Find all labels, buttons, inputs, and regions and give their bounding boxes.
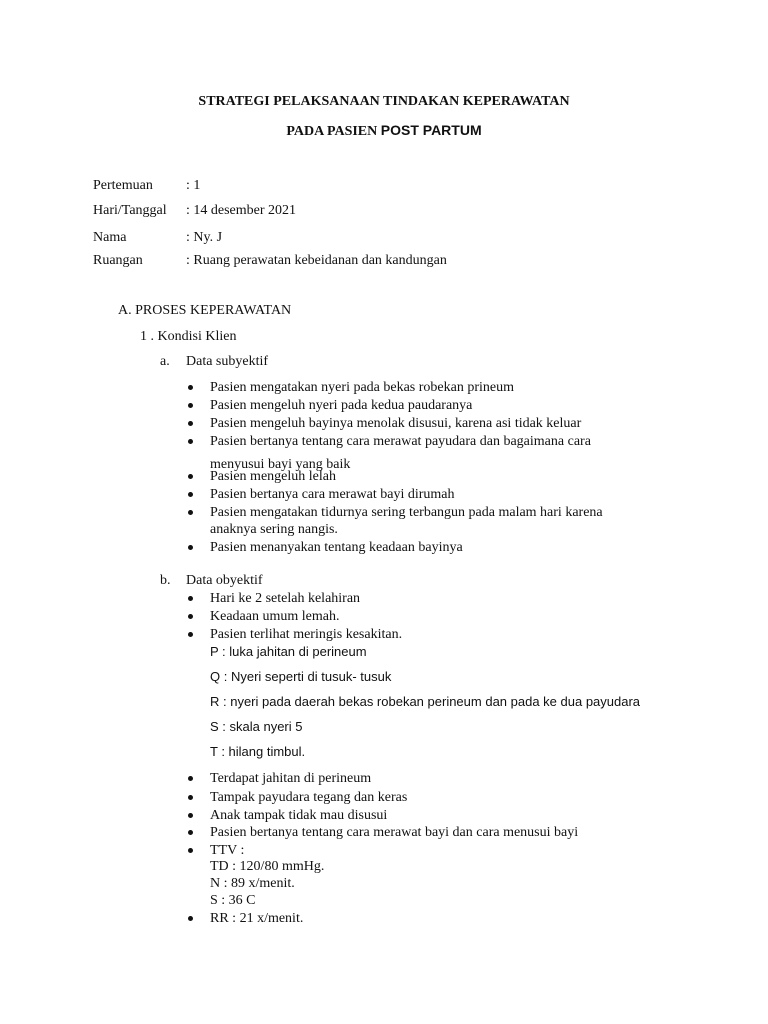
bullet-icon	[188, 916, 193, 921]
bullet-icon	[188, 474, 193, 479]
list-item: Keadaan umum lemah.	[210, 609, 340, 624]
list-item: Pasien bertanya tentang cara merawat bayi dan cara menusui bayi	[210, 825, 579, 840]
bullet-icon	[188, 813, 193, 818]
bullet-icon	[188, 614, 193, 619]
info-value-hari-tanggal: : 14 desember 2021	[186, 203, 297, 218]
list-item: Hari ke 2 setelah kelahiran	[210, 591, 361, 606]
bullet-icon	[188, 510, 193, 515]
vital-s: S : 36 C	[210, 893, 256, 908]
subjective-title: Data subyektif	[186, 354, 269, 369]
list-item: Pasien menanyakan tentang keadaan bayinya	[210, 540, 463, 555]
list-item: Pasien mengatakan nyeri pada bekas robekan prineum	[210, 380, 515, 395]
subjective-label: a.	[160, 354, 170, 369]
list-item: Tampak payudara tegang dan keras	[210, 790, 408, 805]
subsection-heading: 1 . Kondisi Klien	[140, 329, 237, 344]
list-item: Pasien terlihat meringis kesakitan.	[210, 627, 403, 642]
pain-s: S : skala nyeri 5	[210, 719, 303, 734]
info-label-ruangan: Ruangan	[93, 253, 143, 268]
vital-rr: RR : 21 x/menit.	[210, 911, 304, 926]
info-value-ruangan: : Ruang perawatan kebeidanan dan kandungan	[186, 253, 447, 268]
info-value-pertemuan: : 1	[186, 178, 201, 193]
bullet-icon	[188, 596, 193, 601]
objective-title: Data obyektif	[186, 573, 263, 588]
list-item: Terdapat jahitan di perineum	[210, 771, 372, 786]
bullet-icon	[188, 439, 193, 444]
vital-n: N : 89 x/menit.	[210, 876, 295, 891]
bullet-icon	[188, 776, 193, 781]
objective-label: b.	[160, 573, 171, 588]
bullet-icon	[188, 385, 193, 390]
subtitle-suffix: POST PARTUM	[380, 122, 482, 138]
bullet-icon	[188, 545, 193, 550]
pain-t: T : hilang timbul.	[210, 744, 306, 759]
subtitle-prefix: PADA PASIEN	[286, 124, 381, 139]
bullet-icon	[188, 830, 193, 835]
list-item: Pasien bertanya cara merawat bayi dirumah	[210, 487, 455, 502]
pain-q: Q : Nyeri seperti di tusuk- tusuk	[210, 669, 392, 684]
info-label-nama: Nama	[93, 230, 127, 245]
list-item: Pasien mengatakan tidurnya sering terbangun pada malam hari karena	[210, 505, 603, 520]
info-label-hari-tanggal: Hari/Tanggal	[93, 203, 167, 218]
bullet-icon	[188, 403, 193, 408]
bullet-icon	[188, 632, 193, 637]
vital-td: TD : 120/80 mmHg.	[210, 859, 325, 874]
bullet-icon	[188, 795, 193, 800]
bullet-icon	[188, 421, 193, 426]
document-title: STRATEGI PELAKSANAAN TINDAKAN KEPERAWATAN	[198, 94, 570, 109]
list-item: Pasien bertanya tentang cara merawat payudara dan bagaimana cara	[210, 434, 591, 449]
bullet-icon	[188, 848, 193, 853]
pain-p: P : luka jahitan di perineum	[210, 644, 367, 659]
section-heading: A. PROSES KEPERAWATAN	[118, 303, 292, 318]
list-item-continuation: anaknya sering nangis.	[210, 522, 338, 537]
list-item: Pasien mengeluh nyeri pada kedua paudaranya	[210, 398, 473, 413]
list-item-continuation: menyusui bayi yang baik	[210, 457, 351, 472]
list-item: TTV :	[210, 843, 245, 858]
document-subtitle	[0, 122, 768, 140]
info-value-nama: : Ny. J	[186, 230, 223, 245]
list-item: Pasien mengeluh lelah	[210, 469, 336, 484]
list-item: Anak tampak tidak mau disusui	[210, 808, 388, 823]
info-label-pertemuan: Pertemuan	[93, 178, 153, 193]
pain-r: R : nyeri pada daerah bekas robekan perineum dan pada ke dua payudara	[210, 694, 641, 709]
list-item: Pasien mengeluh bayinya menolak disusui, karena asi tidak keluar	[210, 416, 582, 431]
bullet-icon	[188, 492, 193, 497]
